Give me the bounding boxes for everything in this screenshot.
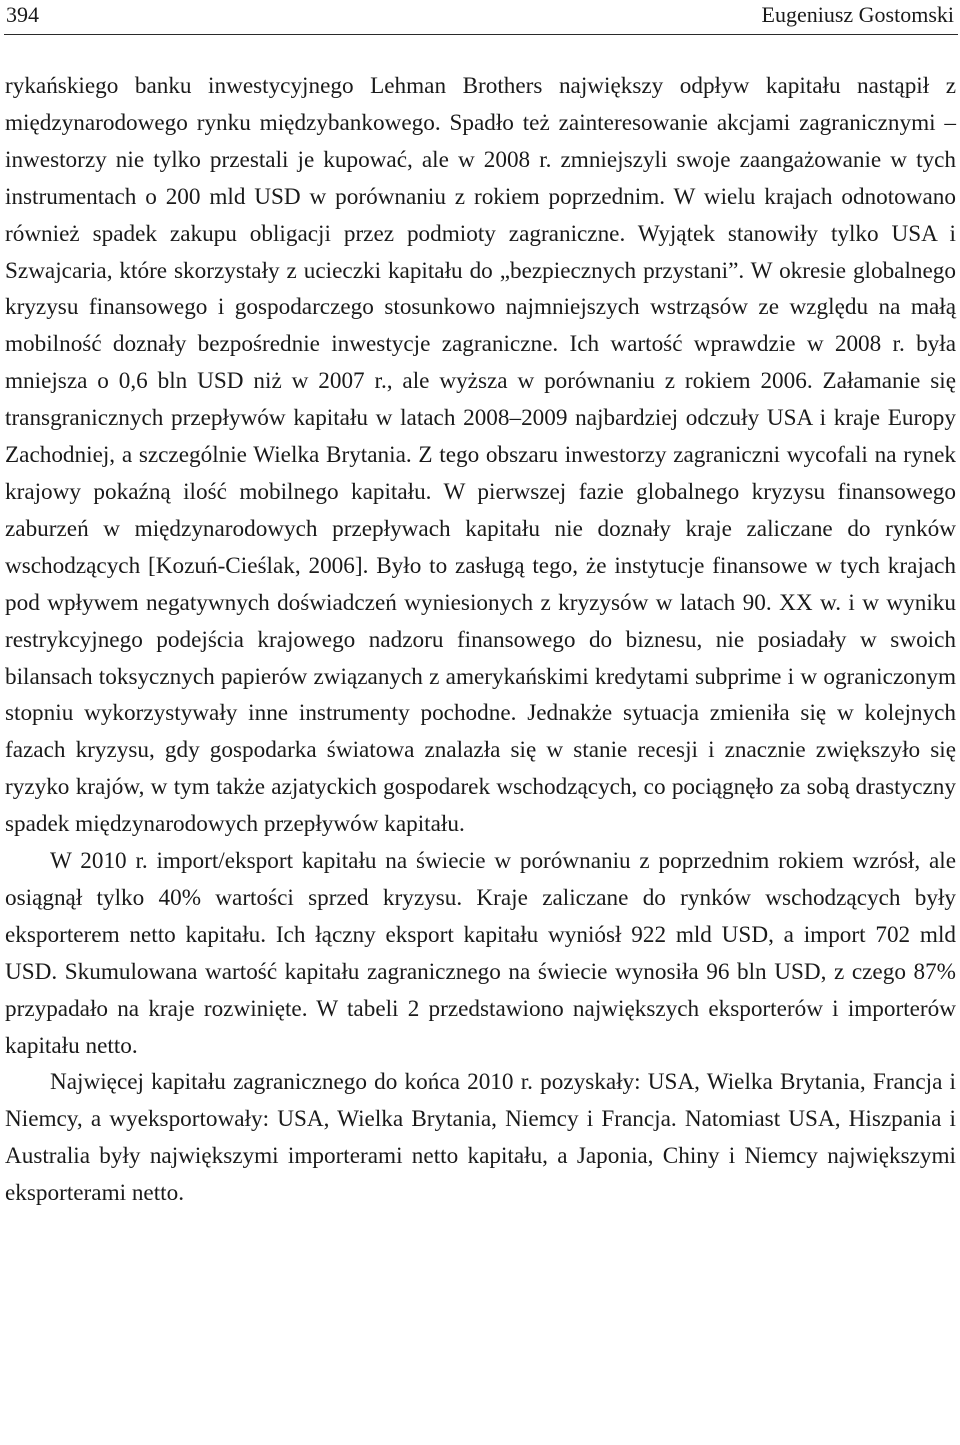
paragraph: W 2010 r. import/eksport kapitału na świecie w porównaniu z poprzednim rokiem wzrósł, ale osiągnął tylko 40% wartości sprzed kryzysu. Kraje zaliczane do rynków wschodzących były eksporterem netto kapitału. Ich łączny eksport kapitału wyniósł 922 mld USD, a import 702 mld USD. Skumulowana wartość kapitału zagranicznego na świecie wynosiła 96 bln USD, z czego 87% przypadało na kraje rozwinięte. W tabeli 2 przedstawiono największych eksporterów i importerów kapitału netto. — [5, 848, 956, 1059]
page-number: 394 — [6, 2, 39, 27]
paragraph-continued: rykańskiego banku inwestycyjnego Lehman Brothers największy odpływ kapitału nastąpił z międzynarodowego rynku międzybankowego. Spadło też zainteresowanie akcjami zagranicznymi – inwestorzy nie tylko przestali je kupować, ale w 2008 r. zmniejszyli swoje zaangażowanie w tych instrumentach o 200 mld USD w porównaniu z rokiem poprzednim. W wielu krajach odnotowano również spadek zakupu obligacji przez podmioty zagraniczne. Wyjątek stanowiły tylko USA i Szwajcaria, które skorzystały z ucieczki kapitału do „bezpiecznych przystani”. W okresie globalnego kryzysu finansowego i gospodarczego stosunkowo najmniejszych wstrząsów ze względu na małą mobilność doznały bezpośrednie inwestycje zagraniczne. Ich wartość wprawdzie w 2008 r. była mniejsza o 0,6 bln USD niż w 2007 r., ale wyższa w porównaniu z rokiem 2006. Załamanie się transgranicznych przepływów kapitału w latach 2008–2009 najbardziej odczuły USA i kraje Europy Zachodniej, a szczególnie Wielka Brytania. Z tego obszaru inwestorzy zagraniczni wycofali na rynek krajowy pokaźną ilość mobilnego kapitału. W pierwszej fazie globalnego kryzysu finansowego zaburzeń w międzynarodowych przepływach kapitału nie doznały kraje zaliczane do rynków wschodzących [Kozuń-Cieślak, 2006]. Było to zasługą tego, że instytucje finansowe w tych krajach pod wpływem negatywnych doświadczeń wyniesionych z kryzysów w latach 90. XX w. i w wyniku restrykcyjnego podejścia krajowego nadzoru finansowego do biznesu, nie posiadały w swoich bilansach toksycznych papierów związanych z amerykańskimi kredytami subprime i w ograniczonym stopniu wykorzystywały inne instrumenty pochodne. Jednakże sytuacja zmieniła się w kolejnych fazach kryzysu, gdy gospodarka światowa znalazła się w stanie recesji i znacznie zwiększyło się ryzyko krajów, w tym także azjatyckich gospodarek wschodzących, co pociągnęło za sobą drastyczny spadek międzynarodowych przepływów kapitału. — [5, 73, 956, 838]
paragraph: Najwięcej kapitału zagranicznego do końca 2010 r. pozyskały: USA, Wielka Brytania, Francja i Niemcy, a wyeksportowały: USA, Wielka Brytania, Niemcy i Francja. Natomiast USA, Hiszpania i Australia były największymi importerami netto kapitału, a Japonia, Chiny i Niemcy największymi eksporterami netto. — [5, 1069, 956, 1207]
running-header — [4, 0, 958, 35]
body-text — [5, 68, 956, 1212]
running-head-author: Eugeniusz Gostomski — [761, 2, 954, 27]
